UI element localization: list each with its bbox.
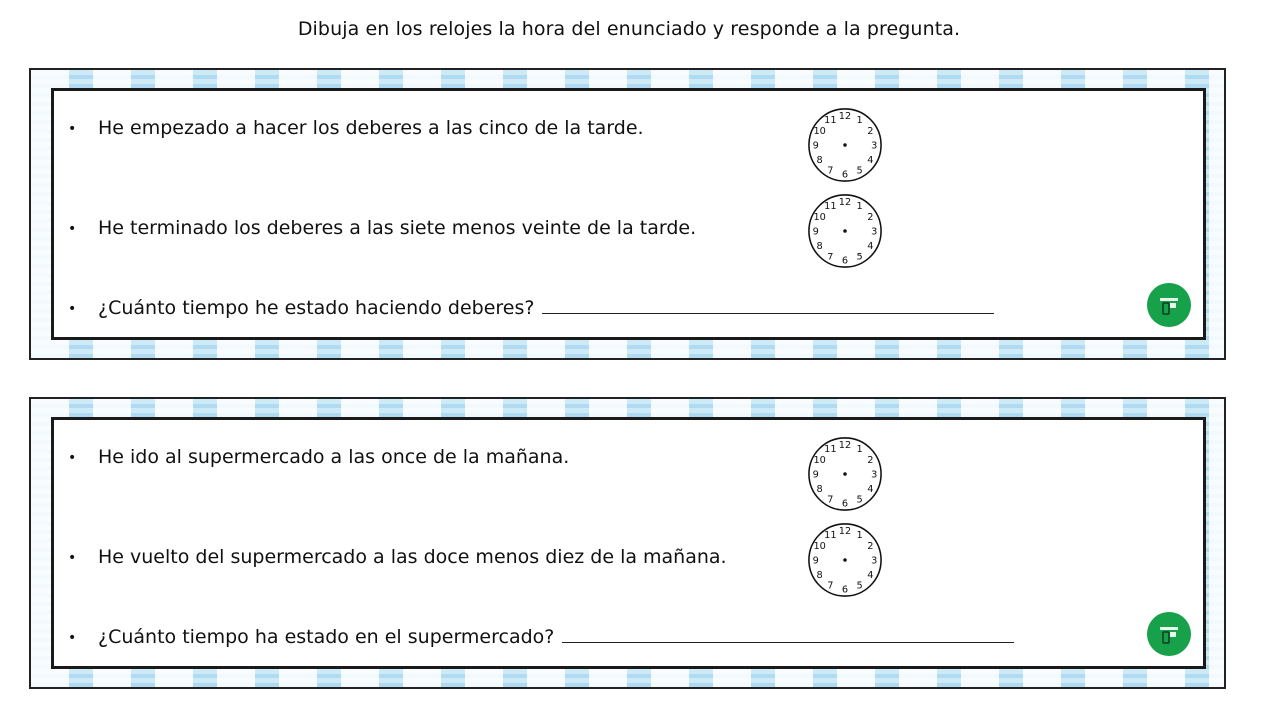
clock-number: 8 <box>816 241 823 253</box>
clock-number: 6 <box>841 255 849 267</box>
clock-number: 7 <box>827 494 834 506</box>
clock-number: 1 <box>856 115 863 127</box>
clock-number: 5 <box>856 165 863 177</box>
bullet: • <box>68 449 77 466</box>
logo-icon <box>1147 612 1191 656</box>
clock-number: 4 <box>867 484 874 496</box>
exercise-card-1-inner <box>51 88 1206 340</box>
bullet: • <box>68 300 77 317</box>
exercise-card-1 <box>29 68 1226 360</box>
clock-number: 2 <box>867 540 874 552</box>
clock-number: 5 <box>856 580 863 592</box>
clock-number: 2 <box>867 125 874 137</box>
clock-number: 9 <box>812 469 819 481</box>
clock-number: 10 <box>813 211 826 223</box>
clock-face-icon[interactable] <box>806 521 884 599</box>
clock-face-icon[interactable] <box>806 192 884 270</box>
clock-number: 9 <box>812 140 819 152</box>
clock-number: 12 <box>838 526 852 538</box>
question-text: ¿Cuánto tiempo he estado haciendo deberes? <box>98 297 535 319</box>
question-1 <box>68 295 994 319</box>
clock-number: 11 <box>824 530 837 542</box>
question-text: ¿Cuánto tiempo ha estado en el supermercado? <box>98 626 555 648</box>
clock-number: 2 <box>867 454 874 466</box>
clock-number: 11 <box>824 115 837 127</box>
clock-number: 10 <box>813 540 826 552</box>
clock-number: 9 <box>812 555 819 567</box>
clock-number: 7 <box>827 580 834 592</box>
bullet: • <box>68 220 77 237</box>
clock-center <box>843 143 847 147</box>
clock-number: 4 <box>867 241 874 253</box>
clock-number: 1 <box>856 201 863 213</box>
answer-line[interactable] <box>542 295 994 314</box>
question-2 <box>68 624 1014 648</box>
clock-number: 12 <box>838 440 852 452</box>
bullet: • <box>68 120 77 137</box>
clock-number: 2 <box>867 211 874 223</box>
statement-text: He vuelto del supermercado a las doce menos diez de la mañana. <box>98 546 727 568</box>
clock-face-icon[interactable] <box>806 106 884 184</box>
statement-1-2 <box>68 217 696 239</box>
clock-center <box>843 229 847 233</box>
clock-number: 12 <box>838 197 852 209</box>
clock-number: 9 <box>812 226 819 238</box>
clock-number: 3 <box>871 555 878 567</box>
bullet: • <box>68 629 77 646</box>
clock-number: 8 <box>816 155 823 167</box>
clock-number: 5 <box>856 494 863 506</box>
clock-number: 12 <box>838 111 852 123</box>
clock-number: 4 <box>867 570 874 582</box>
clock-number: 6 <box>841 498 849 510</box>
logo-icon <box>1147 283 1191 327</box>
clock-number: 1 <box>856 444 863 456</box>
clock-number: 3 <box>871 140 878 152</box>
exercise-card-2 <box>29 397 1226 689</box>
clock-number: 6 <box>841 584 849 596</box>
clock-face-icon[interactable] <box>806 435 884 513</box>
clock-center <box>843 472 847 476</box>
instruction-title: Dibuja en los relojes la hora del enunciado y responde a la pregunta. <box>297 18 961 40</box>
clock-number: 4 <box>867 155 874 167</box>
clock-number: 8 <box>816 570 823 582</box>
clock-number: 6 <box>841 169 849 181</box>
statement-text: He terminado los deberes a las siete menos veinte de la tarde. <box>98 217 697 239</box>
clock-number: 10 <box>813 125 826 137</box>
statement-2-2 <box>68 546 727 568</box>
bullet: • <box>68 549 77 566</box>
statement-1-1 <box>68 117 644 139</box>
clock-number: 5 <box>856 251 863 263</box>
clock-number: 7 <box>827 165 834 177</box>
clock-number: 3 <box>871 226 878 238</box>
clock-center <box>843 558 847 562</box>
clock-number: 3 <box>871 469 878 481</box>
clock-number: 11 <box>824 444 837 456</box>
clock-number: 7 <box>827 251 834 263</box>
clock-number: 11 <box>824 201 837 213</box>
clock-number: 8 <box>816 484 823 496</box>
exercise-card-2-inner <box>51 417 1206 669</box>
statement-text: He ido al supermercado a las once de la mañana. <box>98 446 570 468</box>
statement-2-1 <box>68 446 569 468</box>
statement-text: He empezado a hacer los deberes a las cinco de la tarde. <box>98 117 644 139</box>
clock-number: 10 <box>813 454 826 466</box>
clock-number: 1 <box>856 530 863 542</box>
answer-line[interactable] <box>562 624 1014 643</box>
